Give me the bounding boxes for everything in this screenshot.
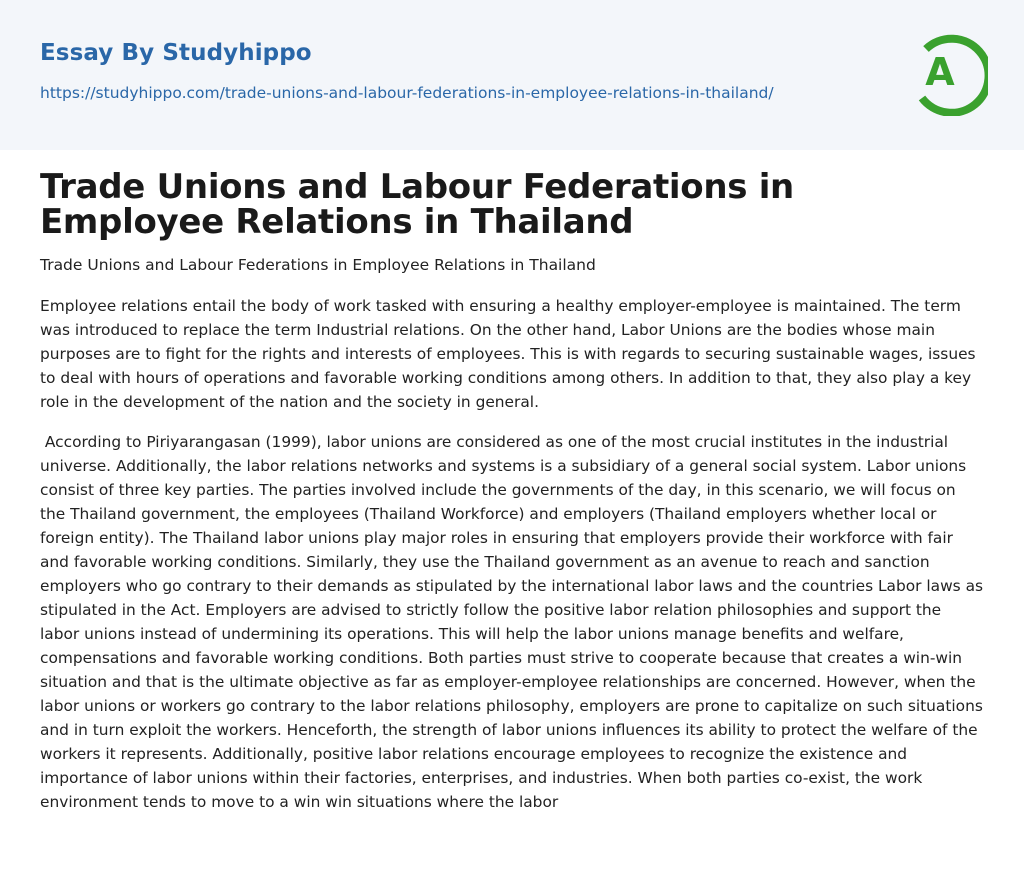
article-paragraph: Employee relations entail the body of work tasked with ensuring a healthy employer-employee is maintained. The term was introduced to replace the term Industrial relations. On the other hand, Labor Unions are the bodies whose main purposes are to fight for the rights and interests of employees. This is with regards to securing sustainable wages, issues to deal with hours of operations and favorable working conditions among others. In addition to that, they also play a key role in the development of the nation and the society in general. [40, 297, 981, 411]
circular-arc-logo-icon [910, 28, 988, 116]
article-title: Trade Unions and Labour Federations in Employee Relations in Thailand [40, 167, 794, 242]
article-subtitle: Trade Unions and Labour Federations in Employee Relations in Thailand [40, 256, 596, 274]
source-url-link[interactable]: https://studyhippo.com/trade-unions-and-labour-federations-in-employee-relations-in-thailand/ [40, 84, 774, 102]
site-header [0, 0, 1024, 150]
article-paragraph: According to Piriyarangasan (1999), labor unions are considered as one of the most crucial institutes in the industrial universe. Additionally, the labor relations networks and systems is a subsidiary of a general social system. Labor unions consist of three key parties. The parties involved include the governments of the day, in this scenario, we will focus on the Thailand government, the employees (Thailand Workforce) and employers (Thailand employers whether local or foreign entity). The Thailand labor unions play major roles in ensuring that employers provide their workforce with fair and favorable working conditions. Similarly, they use the Thailand government as an avenue to reach and sanction employers who go contrary to their demands as stipulated by the international labor laws and the countries Labor laws as stipulated in the Act. Employers are advised to strictly follow the positive labor relation philosophies and support the labor unions instead of undermining its operations. This will help the labor unions manage benefits and welfare, compensations and favorable working conditions. Both parties must strive to cooperate because that creates a win-win situation and that is the ultimate objective as far as employer-employee relationships are concerned. However, when the labor unions or workers go contrary to the labor relations philosophy, employers are prone to capitalize on such situations and in turn exploit the workers. Henceforth, the strength of labor unions influences its ability to protect the welfare of the workers it represents. Additionally, positive labor relations encourage employees to recognize the existence and importance of labor unions within their factories, enterprises, and industries. When both parties co-exist, the work environment tends to move to a win win situations where the labor [40, 433, 988, 811]
logo-letter: A [925, 50, 955, 94]
article [40, 167, 988, 814]
site-logo[interactable] [910, 28, 988, 116]
site-brand[interactable]: Essay By Studyhippo [40, 40, 312, 66]
